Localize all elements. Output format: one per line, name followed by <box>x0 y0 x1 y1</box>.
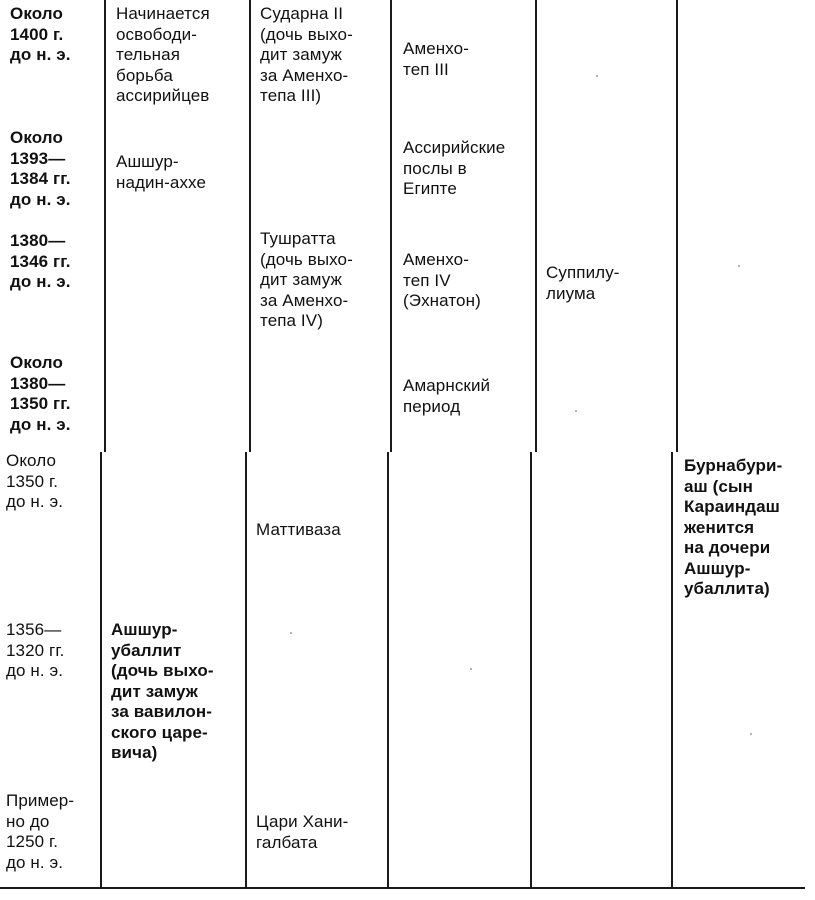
date-cell: Около 1380— 1350 гг. до н. э. <box>10 353 71 434</box>
assyria-cell: Начинается освободи- тельная борьба ассирийцев <box>116 4 210 105</box>
column-rule <box>100 452 102 888</box>
mitanni-cell: Цари Хани- галбата <box>256 812 349 852</box>
column-rule <box>104 0 106 452</box>
scan-speck <box>596 75 598 77</box>
scan-speck <box>470 668 472 670</box>
mitanni-cell: Сударна II (дочь выхо- дит замуж за Аменхо- тепа III) <box>260 4 353 105</box>
scan-speck <box>575 410 577 412</box>
column-rule <box>671 452 673 888</box>
mitanni-cell: Маттиваза <box>256 520 341 539</box>
date-cell: Около 1350 г. до н. э. <box>6 451 64 511</box>
egypt-cell: Амарнский период <box>403 376 491 416</box>
scan-speck <box>738 265 740 267</box>
babylon-cell: Бурнабури- аш (сын Караиндаш женится на дочери Ашшур- убаллита) <box>684 456 783 598</box>
mitanni-cell: Тушратта (дочь выхо- дит замуж за Аменхо- тепа IV) <box>260 229 353 330</box>
scan-speck <box>290 632 292 634</box>
column-rule <box>535 0 537 452</box>
date-cell: 1356— 1320 гг. до н. э. <box>6 620 65 680</box>
column-rule <box>245 452 247 888</box>
date-cell: Около 1393— 1384 гг. до н. э. <box>10 128 71 209</box>
column-rule <box>390 0 392 452</box>
bottom-rule <box>0 887 805 889</box>
assyria-cell: Ашшур- надин-аххе <box>116 152 207 192</box>
column-rule <box>530 452 532 888</box>
assyria-cell: Ашшур- убаллит (дочь выхо- дит замуж за вавилон- ского царе- вича) <box>111 620 214 762</box>
egypt-cell: Аменхо- теп IV (Эхнатон) <box>403 250 481 310</box>
scan-speck <box>750 733 752 735</box>
date-cell: 1380— 1346 гг. до н. э. <box>10 231 71 291</box>
egypt-cell: Ассирийские послы в Египте <box>403 138 506 198</box>
egypt-cell: Аменхо- теп III <box>403 39 469 79</box>
column-rule <box>249 0 251 452</box>
column-rule <box>387 452 389 888</box>
date-cell: Пример- но до 1250 г. до н. э. <box>6 791 75 872</box>
column-rule <box>676 0 678 452</box>
date-cell: Около 1400 г. до н. э. <box>10 4 71 64</box>
hatti-cell: Суппилу- лиума <box>546 263 620 303</box>
